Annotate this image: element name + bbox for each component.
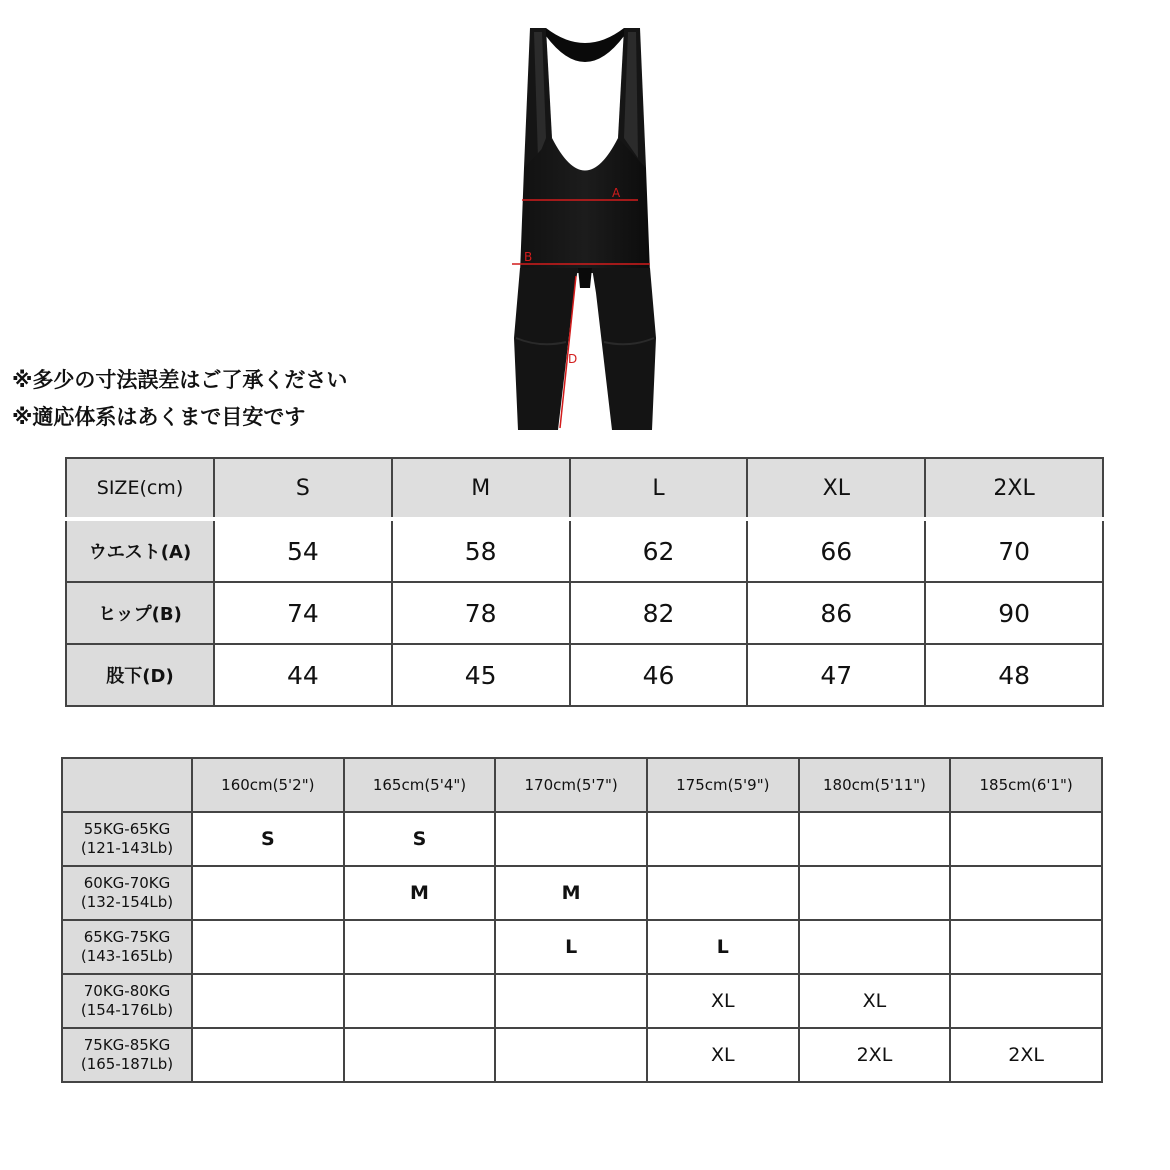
weight-kg: 65KG-75KG	[83, 928, 171, 946]
fit-cell: L	[647, 920, 799, 974]
table-cell: 54	[214, 519, 392, 582]
table-row	[62, 812, 1102, 866]
fit-cell	[495, 974, 647, 1028]
fit-cell	[950, 974, 1102, 1028]
row-label-hip: ヒップ(B)	[66, 582, 214, 644]
table-cell: 45	[392, 644, 570, 706]
table-row	[62, 974, 1102, 1028]
fit-cell	[647, 866, 799, 920]
height-header: 185cm(6'1")	[950, 758, 1102, 812]
fit-guide-table	[61, 757, 1103, 1083]
weight-label	[62, 974, 192, 1028]
weight-lb: (154-176Lb)	[80, 1001, 174, 1019]
weight-label	[62, 1028, 192, 1082]
fit-cell	[799, 812, 951, 866]
fit-cell: XL	[647, 974, 799, 1028]
table-row	[62, 1028, 1102, 1082]
size-header: L	[570, 458, 748, 519]
table-cell: 74	[214, 582, 392, 644]
table-cell: 58	[392, 519, 570, 582]
table-row	[66, 644, 1103, 706]
weight-kg: 70KG-80KG	[83, 982, 171, 1000]
fit-cell: S	[192, 812, 344, 866]
table-cell: 66	[747, 519, 925, 582]
fit-cell	[950, 812, 1102, 866]
size-measurement-table	[65, 457, 1104, 707]
weight-kg: 75KG-85KG	[83, 1036, 171, 1054]
weight-lb: (165-187Lb)	[80, 1055, 174, 1073]
fit-cell: 2XL	[950, 1028, 1102, 1082]
height-header: 175cm(5'9")	[647, 758, 799, 812]
fit-cell	[495, 1028, 647, 1082]
weight-label	[62, 812, 192, 866]
fit-cell: L	[495, 920, 647, 974]
table-row	[66, 582, 1103, 644]
table-cell: 46	[570, 644, 748, 706]
fit-cell: M	[495, 866, 647, 920]
table-cell: 78	[392, 582, 570, 644]
fit-cell	[192, 1028, 344, 1082]
size-header: 2XL	[925, 458, 1103, 519]
fit-cell	[950, 866, 1102, 920]
fit-cell	[647, 812, 799, 866]
fit-cell: 2XL	[799, 1028, 951, 1082]
fit-cell	[799, 866, 951, 920]
height-header: 180cm(5'11")	[799, 758, 951, 812]
weight-kg: 60KG-70KG	[83, 874, 171, 892]
fit-cell	[192, 920, 344, 974]
size-header: XL	[747, 458, 925, 519]
table-cell: 90	[925, 582, 1103, 644]
fit-cell	[495, 812, 647, 866]
row-label-waist: ウエスト(A)	[66, 519, 214, 582]
table-row	[66, 519, 1103, 582]
size-header: S	[214, 458, 392, 519]
weight-label	[62, 920, 192, 974]
table-cell: 82	[570, 582, 748, 644]
fit-cell	[950, 920, 1102, 974]
empty-corner	[62, 758, 192, 812]
table-cell: 70	[925, 519, 1103, 582]
fit-cell: XL	[647, 1028, 799, 1082]
label-a: A	[612, 186, 621, 200]
table-cell: 48	[925, 644, 1103, 706]
table-cell: 62	[570, 519, 748, 582]
height-header: 165cm(5'4")	[344, 758, 496, 812]
table-row	[62, 866, 1102, 920]
height-header: 170cm(5'7")	[495, 758, 647, 812]
weight-kg: 55KG-65KG	[83, 820, 171, 838]
fit-cell	[344, 974, 496, 1028]
table-row	[62, 920, 1102, 974]
fit-cell	[192, 866, 344, 920]
weight-label	[62, 866, 192, 920]
weight-lb: (121-143Lb)	[80, 839, 174, 857]
fit-cell: XL	[799, 974, 951, 1028]
notes	[12, 362, 347, 436]
table-cell: 47	[747, 644, 925, 706]
size-corner-label: SIZE(cm)	[66, 458, 214, 519]
weight-lb: (132-154Lb)	[80, 893, 174, 911]
bib-shorts-image	[500, 18, 670, 438]
height-header-row	[62, 758, 1102, 812]
note-fit-guide: ※適応体系はあくまで目安です	[12, 405, 306, 429]
fit-cell: S	[344, 812, 496, 866]
label-b: B	[524, 250, 533, 264]
size-header: M	[392, 458, 570, 519]
row-label-inseam: 股下(D)	[66, 644, 214, 706]
note-tolerance: ※多少の寸法誤差はご了承ください	[12, 368, 348, 392]
table-cell: 44	[214, 644, 392, 706]
weight-lb: (143-165Lb)	[80, 947, 174, 965]
fit-cell	[344, 920, 496, 974]
fit-cell	[799, 920, 951, 974]
label-d: D	[568, 352, 578, 366]
fit-cell: M	[344, 866, 496, 920]
height-header: 160cm(5'2")	[192, 758, 344, 812]
table-cell: 86	[747, 582, 925, 644]
size-header-row	[66, 458, 1103, 519]
fit-cell	[344, 1028, 496, 1082]
fit-cell	[192, 974, 344, 1028]
